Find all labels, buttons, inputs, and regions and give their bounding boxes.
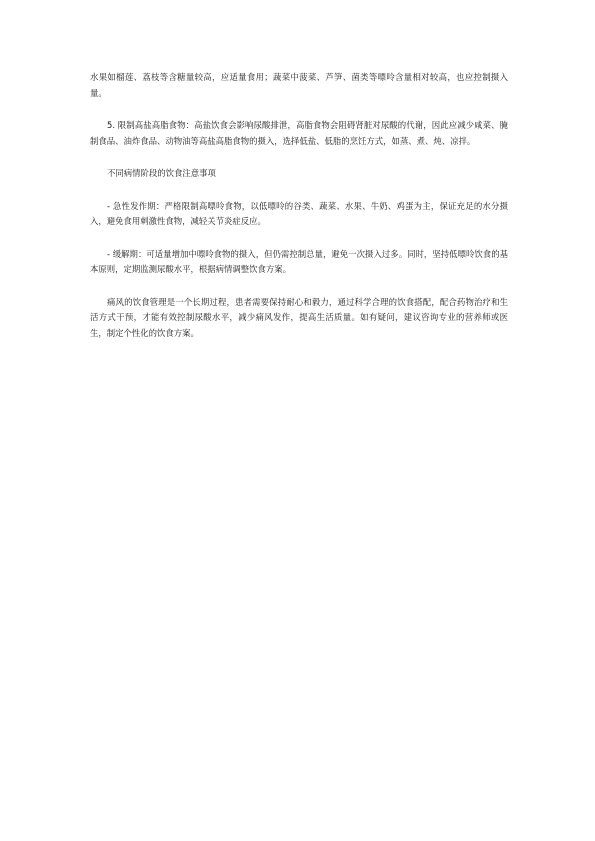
paragraph-fruit-vegetable-note: 水果如榴莲、荔枝等含糖量较高，应适量食用；蔬菜中菠菜、芦笋、菌类等嘌呤含量相对较高，也应控制摄入量。 — [90, 72, 508, 98]
paragraph-acute-phase: - 急性发作期：严格限制高嘌呤食物，以低嘌呤的谷类、蔬菜、水果、牛奶、鸡蛋为主，保证充足的水分摄入，避免食用刺激性食物，减轻关节炎症反应。 — [90, 200, 508, 226]
section-heading-stage-notes: 不同病情阶段的饮食注意事项 — [107, 168, 216, 178]
paragraph-limit-salt-fat: 5. 限制高盐高脂食物：高盐饮食会影响尿酸排泄，高脂食物会阻碍肾脏对尿酸的代谢，因此应减少咸菜、腌制食品、油炸食品、动物油等高盐高脂食物的摄入，选择低盐、低脂的烹饪方式，如蒸、煮、炖、凉拌。 — [90, 120, 508, 146]
paragraph-remission-phase: - 缓解期：可适量增加中嘌呤食物的摄入，但仍需控制总量，避免一次摄入过多。同时，坚持低嘌呤饮食的基本原则，定期监测尿酸水平，根据病情调整饮食方案。 — [90, 248, 508, 274]
document-body — [90, 70, 508, 358]
paragraph-conclusion: 痛风的饮食管理是一个长期过程，患者需要保持耐心和毅力，通过科学合理的饮食搭配，配合药物治疗和生活方式干预，才能有效控制尿酸水平，减少痛风发作，提高生活质量。如有疑问，建议咨询专业的营养师或医生，制定个性化的饮食方案。 — [90, 296, 508, 338]
